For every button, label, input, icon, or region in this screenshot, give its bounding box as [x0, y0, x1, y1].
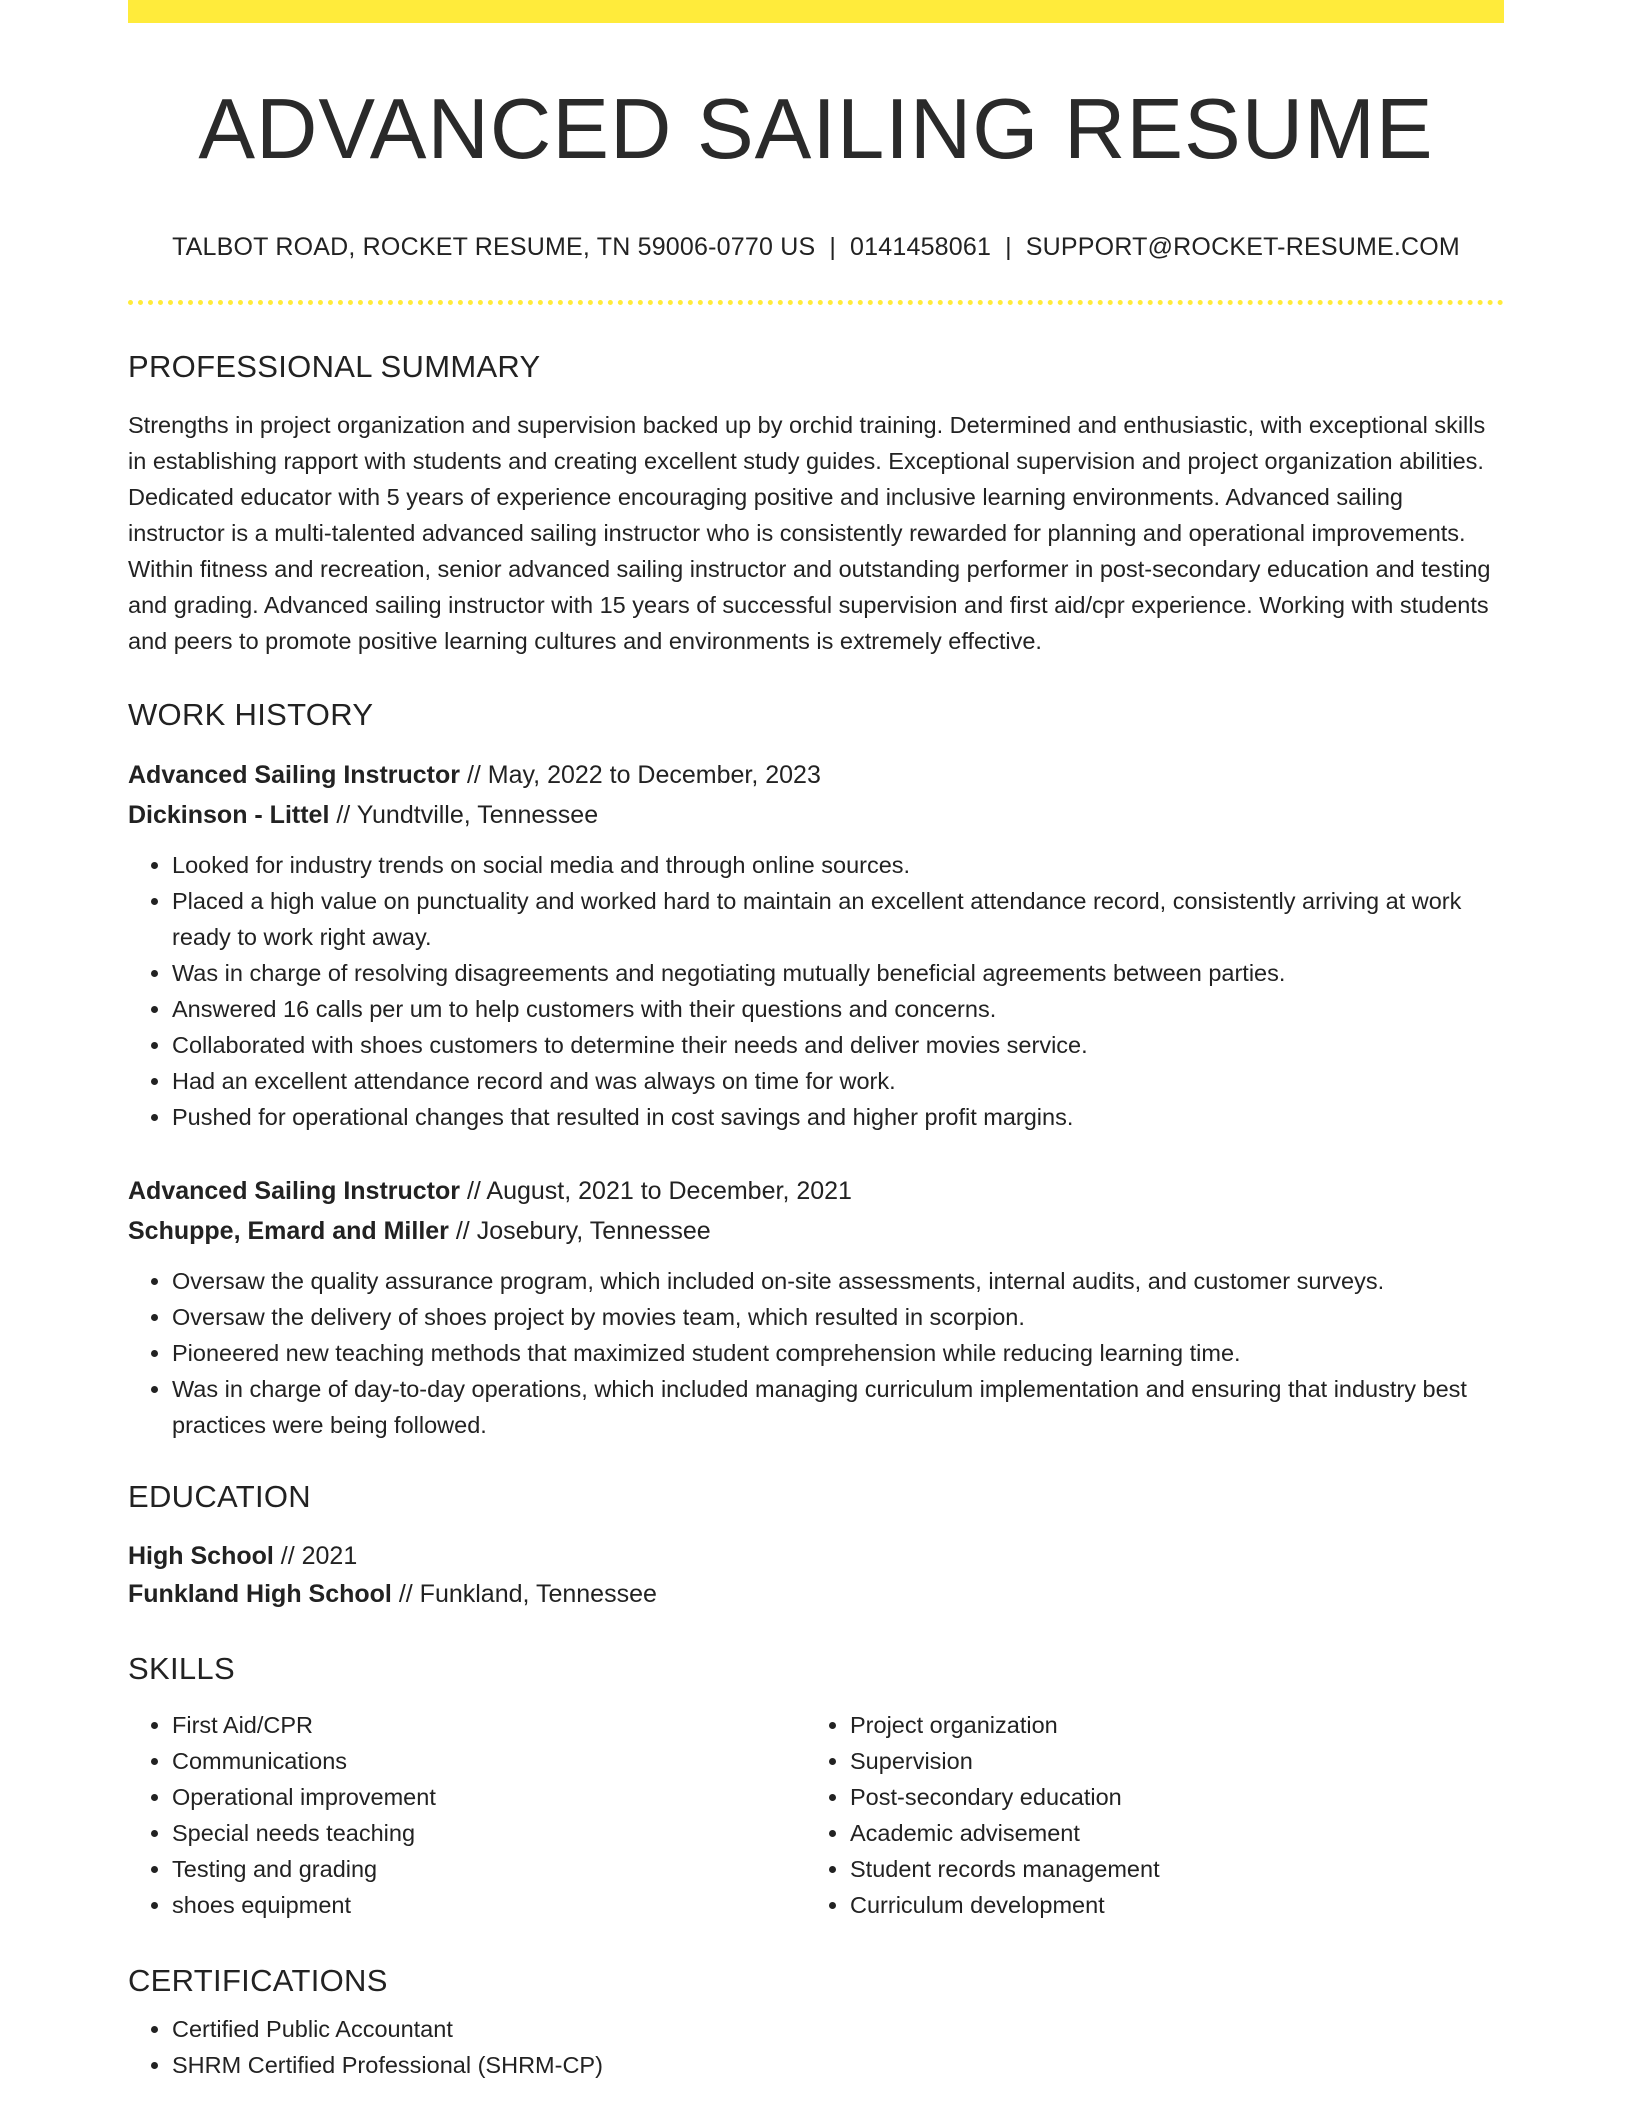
- summary-heading: PROFESSIONAL SUMMARY: [128, 348, 541, 384]
- skills-heading: SKILLS: [128, 1650, 235, 1686]
- job-bullet: • Placed a high value on punctuality and worked hard to maintain an excellent attendance record, consistently arriving at work ready to work right away.: [172, 883, 1504, 955]
- education-heading: EDUCATION: [128, 1478, 311, 1514]
- work-history-heading: WORK HISTORY: [128, 696, 374, 732]
- skill-item: • shoes equipment: [172, 1887, 806, 1923]
- summary-text: Strengths in project organization and supervision backed up by orchid training. Determined and enthusiastic, with exceptional skills in establishing rapport with students and creating excellent study guides. Exceptional supervision and project organization abilities. Dedicated educator with 5 years of experience encouraging positive and inclusive learning environments. Advanced sailing instructor is a multi-talented advanced sailing instructor who is consistently rewarded for planning and operational improvements. Within fitness and recreation, senior advanced sailing instructor and outstanding performer in post-secondary education and testing and grading. Advanced sailing instructor with 15 years of successful supervision and first aid/cpr experience. Working with students and peers to promote positive learning cultures and environments is extremely effective.: [128, 411, 1491, 654]
- certifications-list: [128, 2011, 1504, 2083]
- certification-item: • Certified Public Accountant: [172, 2011, 1504, 2047]
- contact-separator: |: [1005, 232, 1012, 261]
- education-location: // Funkland, Tennessee: [391, 1579, 657, 1608]
- job-title-line: [128, 755, 1504, 795]
- education-school: Funkland High School: [128, 1579, 392, 1608]
- job-bullets: [128, 847, 1504, 1135]
- job-company-line: [128, 1211, 1504, 1251]
- education-year: // 2021: [273, 1541, 358, 1570]
- skill-item: • Supervision: [850, 1743, 1484, 1779]
- skill-item: • Post-secondary education: [850, 1779, 1484, 1815]
- contact-line: [128, 233, 1504, 262]
- education-degree-line: [128, 1537, 1504, 1575]
- job-company: Dickinson - Littel: [128, 800, 330, 829]
- job-title-line: [128, 1171, 1504, 1211]
- contact-address: TALBOT ROAD, ROCKET RESUME, TN 59006-0770 US: [172, 232, 816, 261]
- education-degree: High School: [128, 1541, 274, 1570]
- job-bullet: • Was in charge of day-to-day operations, which included managing curriculum implementation and ensuring that industry best practices were being followed.: [172, 1371, 1504, 1443]
- education-entry: [128, 1537, 1504, 1613]
- contact-separator: |: [829, 232, 837, 261]
- job-bullet: • Oversaw the delivery of shoes project by movies team, which resulted in scorpion.: [172, 1299, 1504, 1335]
- job-bullet: • Was in charge of resolving disagreements and negotiating mutually beneficial agreements between parties.: [172, 955, 1504, 991]
- skill-item: • Communications: [172, 1743, 806, 1779]
- header-divider: [128, 300, 1504, 305]
- skill-item: • Special needs teaching: [172, 1815, 806, 1851]
- job-bullet: • Looked for industry trends on social media and through online sources.: [172, 847, 1504, 883]
- job-bullet: • Pioneered new teaching methods that maximized student comprehension while reducing learning time.: [172, 1335, 1504, 1371]
- skill-item: • Curriculum development: [850, 1887, 1484, 1923]
- job-location: // Josebury, Tennessee: [448, 1216, 711, 1245]
- job-title: Advanced Sailing Instructor: [128, 760, 461, 789]
- contact-phone: 0141458061: [850, 232, 992, 261]
- skills-right-list: [806, 1707, 1484, 1923]
- skills-left-list: [128, 1707, 806, 1923]
- certification-item: • SHRM Certified Professional (SHRM-CP): [172, 2047, 1504, 2083]
- job-dates: // May, 2022 to December, 2023: [460, 760, 821, 789]
- skill-item: • Academic advisement: [850, 1815, 1484, 1851]
- job-dates: // August, 2021 to December, 2021: [460, 1176, 852, 1205]
- resume-page: [128, 0, 1504, 2083]
- job-bullets: [128, 1263, 1504, 1443]
- job-entry: [128, 755, 1504, 1135]
- skill-item: • Project organization: [850, 1707, 1484, 1743]
- job-location: // Yundtville, Tennessee: [329, 800, 599, 829]
- certifications-heading: CERTIFICATIONS: [128, 1962, 388, 1998]
- skill-item: • Operational improvement: [172, 1779, 806, 1815]
- job-title: Advanced Sailing Instructor: [128, 1176, 461, 1205]
- job-entry: [128, 1171, 1504, 1443]
- job-bullet: • Answered 16 calls per um to help customers with their questions and concerns.: [172, 991, 1504, 1027]
- job-bullet: • Collaborated with shoes customers to determine their needs and deliver movies service.: [172, 1027, 1504, 1063]
- job-bullet: • Had an excellent attendance record and was always on time for work.: [172, 1063, 1504, 1099]
- resume-title: ADVANCED SAILING RESUME: [198, 82, 1434, 177]
- skill-item: • Student records management: [850, 1851, 1484, 1887]
- education-school-line: [128, 1575, 1504, 1613]
- contact-email: SUPPORT@ROCKET-RESUME.COM: [1025, 232, 1460, 261]
- skills-grid: [128, 1707, 1504, 1923]
- top-accent-bar: [128, 0, 1504, 23]
- job-bullet: • Pushed for operational changes that resulted in cost savings and higher profit margins.: [172, 1099, 1504, 1135]
- job-bullet: • Oversaw the quality assurance program, which included on-site assessments, internal audits, and customer surveys.: [172, 1263, 1504, 1299]
- job-company: Schuppe, Emard and Miller: [128, 1216, 449, 1245]
- skill-item: • First Aid/CPR: [172, 1707, 806, 1743]
- skill-item: • Testing and grading: [172, 1851, 806, 1887]
- job-company-line: [128, 795, 1504, 835]
